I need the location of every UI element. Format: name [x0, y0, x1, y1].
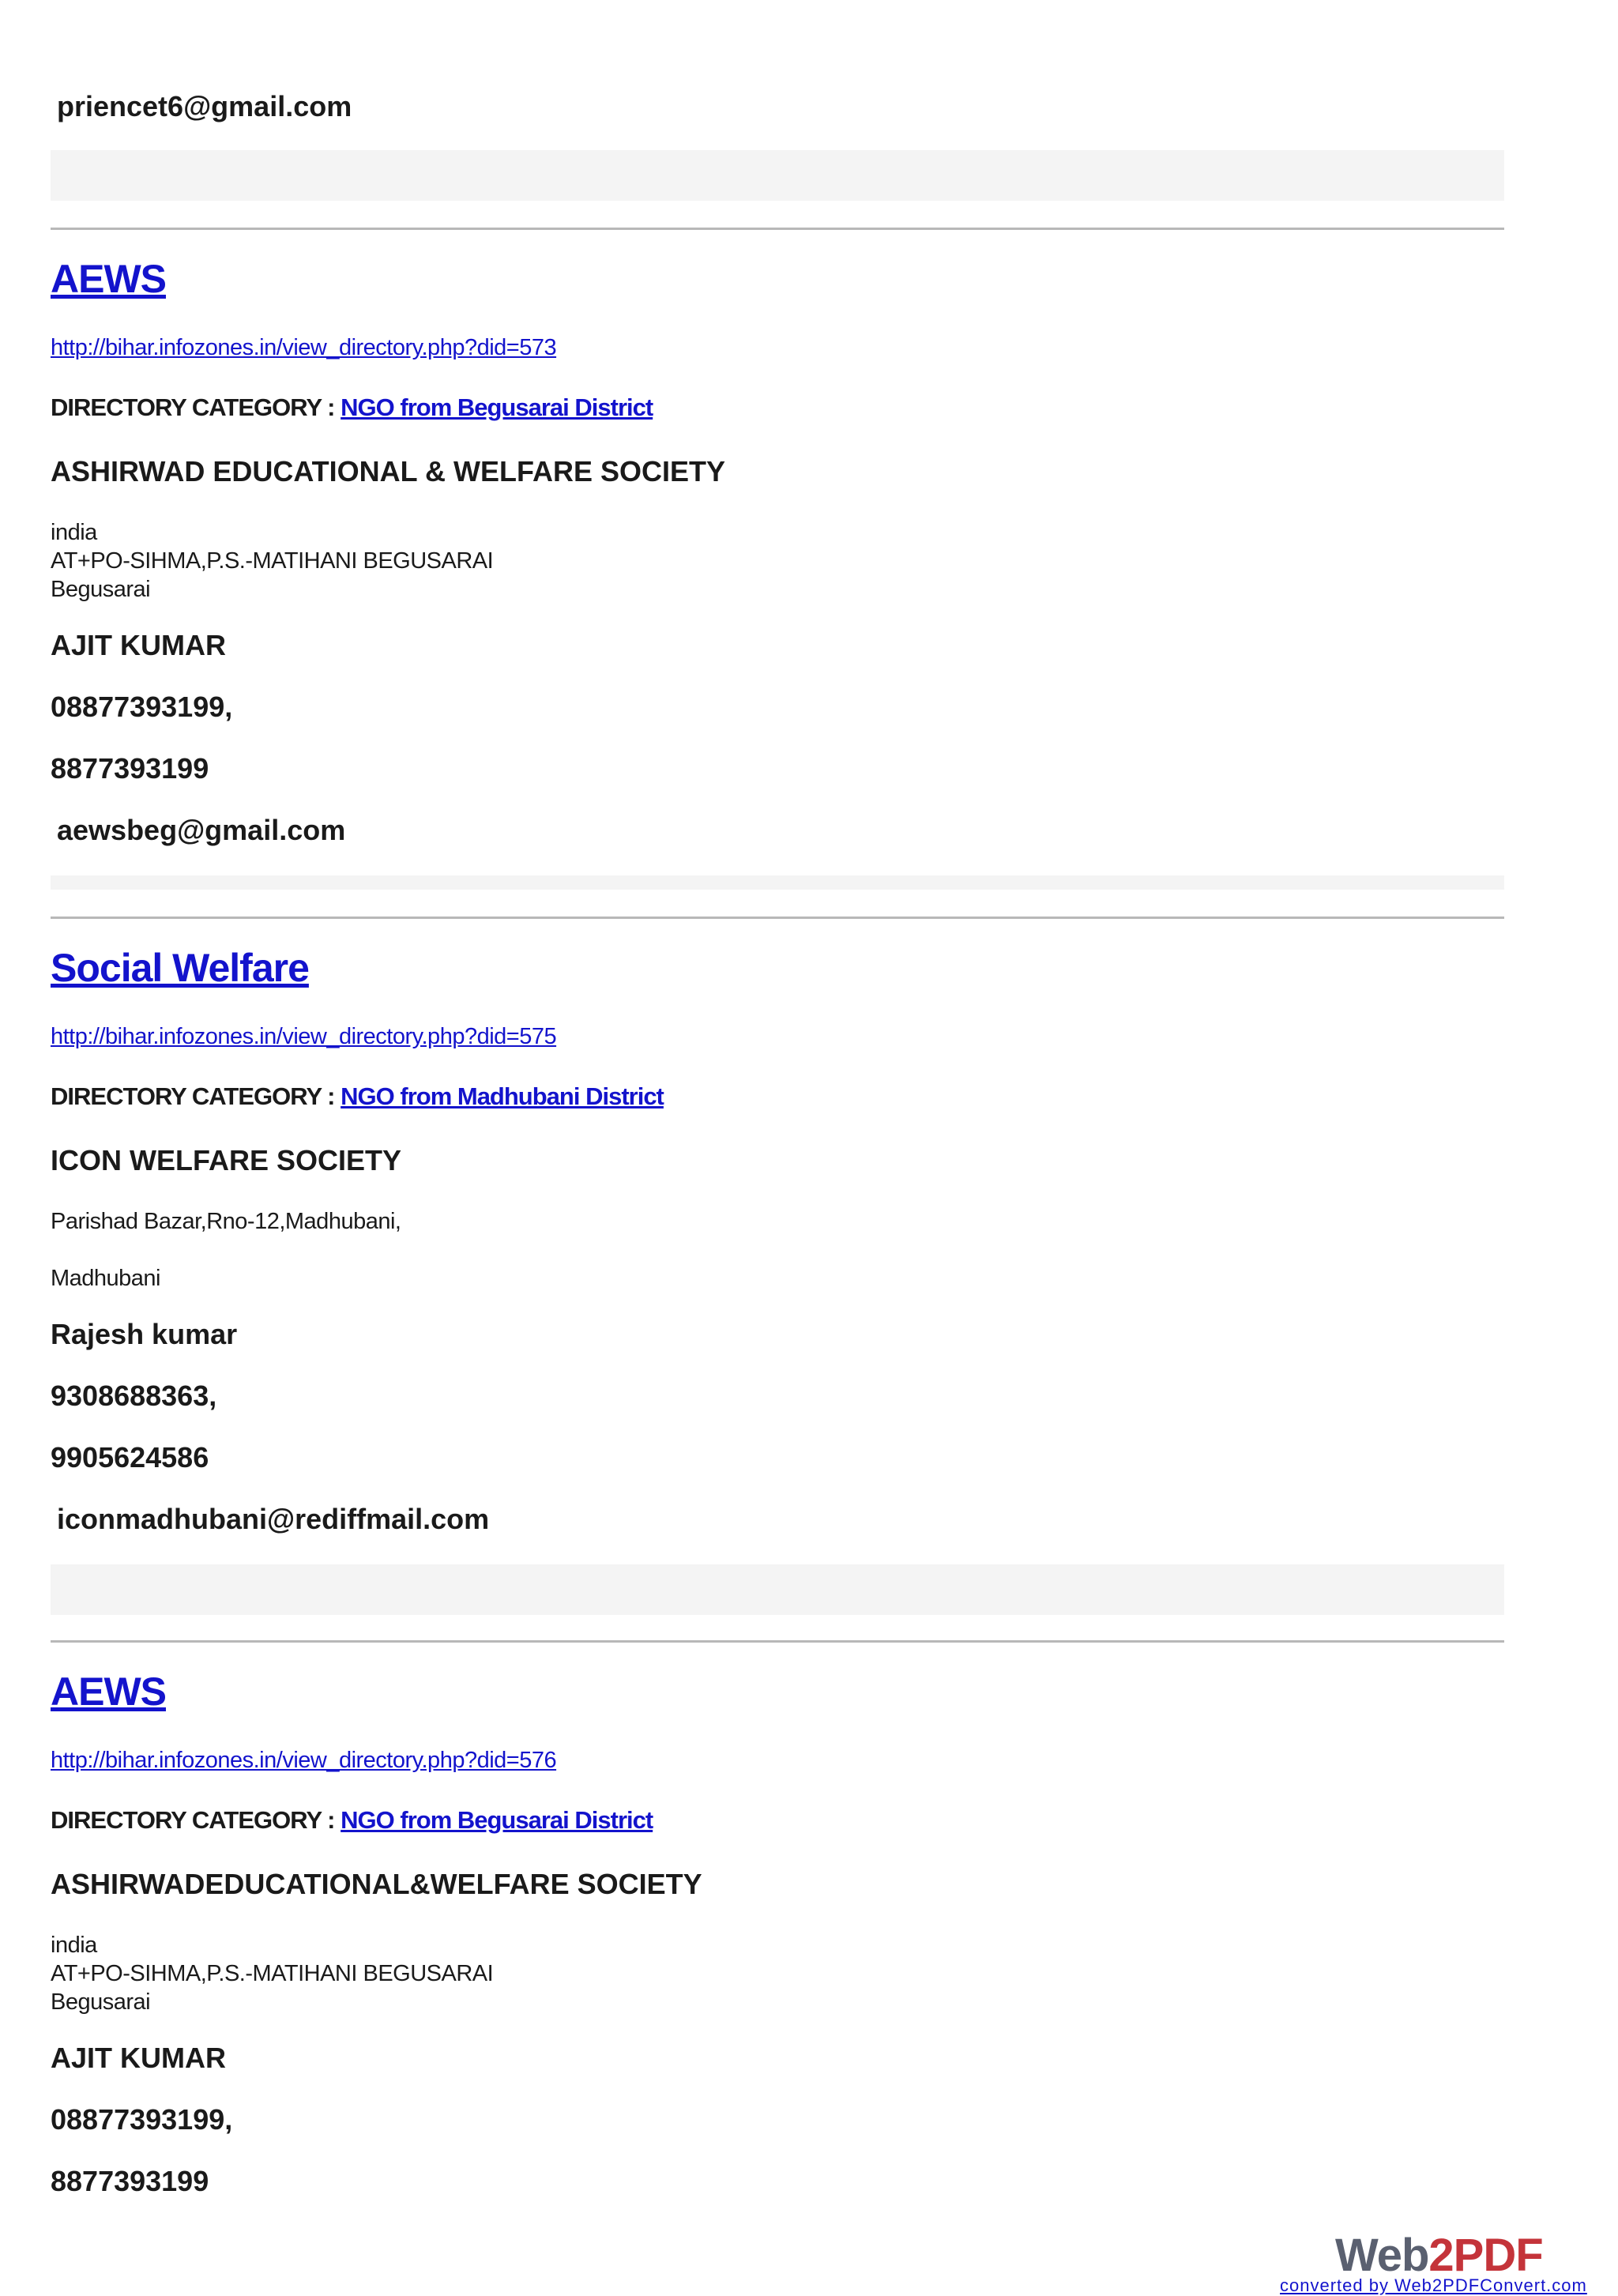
address-line: AT+PO-SIHMA,P.S.-MATIHANI BEGUSARAI [51, 548, 494, 574]
phone-secondary: 9905624586 [51, 1441, 209, 1474]
organization-name: ASHIRWAD EDUCATIONAL & WELFARE SOCIETY [51, 455, 726, 487]
separator-band [51, 1564, 1504, 1615]
contact-name: AJIT KUMAR [51, 629, 226, 661]
address-line: Parishad Bazar,Rno-12,Madhubani, [51, 1209, 401, 1234]
directory-category [51, 1082, 664, 1111]
directory-category [51, 393, 653, 422]
contact-name: Rajesh kumar [51, 1318, 238, 1350]
entry-title-link[interactable]: Social Welfare [51, 946, 309, 990]
address-block [51, 518, 493, 604]
entry-email: iconmadhubani@rediffmail.com [57, 1503, 490, 1535]
converter-credit-link[interactable]: converted by Web2PDFConvert.com [1280, 2275, 1587, 2295]
category-link[interactable]: NGO from Begusarai District [341, 393, 653, 421]
entry-email: aewsbeg@gmail.com [57, 814, 346, 846]
phone-primary: 9308688363, [51, 1379, 217, 1412]
phone-secondary: 8877393199 [51, 2165, 209, 2197]
logo-main: Web [1335, 2230, 1429, 2281]
logo-wordmark [1335, 2230, 1543, 2281]
separator-band [51, 875, 1504, 890]
address-line: AT+PO-SIHMA,P.S.-MATIHANI BEGUSARAI [51, 1961, 494, 1986]
divider-rule [51, 228, 1504, 230]
category-link[interactable]: NGO from Begusarai District [341, 1806, 653, 1834]
top-email: priencet6@gmail.com [57, 90, 352, 122]
address-line: india [51, 520, 97, 545]
phone-secondary: 8877393199 [51, 752, 209, 785]
address-line: india [51, 1933, 97, 1958]
phone-primary: 08877393199, [51, 2103, 233, 2136]
separator-band [51, 150, 1504, 201]
category-link[interactable]: NGO from Madhubani District [341, 1082, 664, 1110]
entry-title-link[interactable]: AEWS [51, 1669, 166, 1714]
organization-name: ASHIRWADEDUCATIONAL&WELFARE SOCIETY [51, 1868, 702, 1900]
entry-url-link[interactable]: http://bihar.infozones.in/view_directory.php?did=576 [51, 1748, 557, 1773]
contact-name: AJIT KUMAR [51, 2042, 226, 2074]
divider-rule [51, 1640, 1504, 1643]
logo-accent: 2PDF [1428, 2230, 1543, 2281]
entry-url-link[interactable]: http://bihar.infozones.in/view_directory.php?did=573 [51, 335, 557, 360]
address-line: Begusarai [51, 577, 151, 602]
phone-primary: 08877393199, [51, 691, 233, 723]
category-label: DIRECTORY CATEGORY : [51, 393, 335, 421]
divider-rule [51, 917, 1504, 919]
address-block [51, 1931, 493, 2016]
web2pdf-logo [1335, 2230, 1543, 2281]
entry-title-link[interactable]: AEWS [51, 257, 166, 301]
category-label: DIRECTORY CATEGORY : [51, 1806, 335, 1834]
organization-name: ICON WELFARE SOCIETY [51, 1144, 402, 1176]
entry-url-link[interactable]: http://bihar.infozones.in/view_directory.php?did=575 [51, 1024, 557, 1049]
address-line: Madhubani [51, 1266, 160, 1291]
category-label: DIRECTORY CATEGORY : [51, 1082, 335, 1110]
address-line: Begusarai [51, 1989, 151, 2015]
directory-category [51, 1806, 653, 1835]
